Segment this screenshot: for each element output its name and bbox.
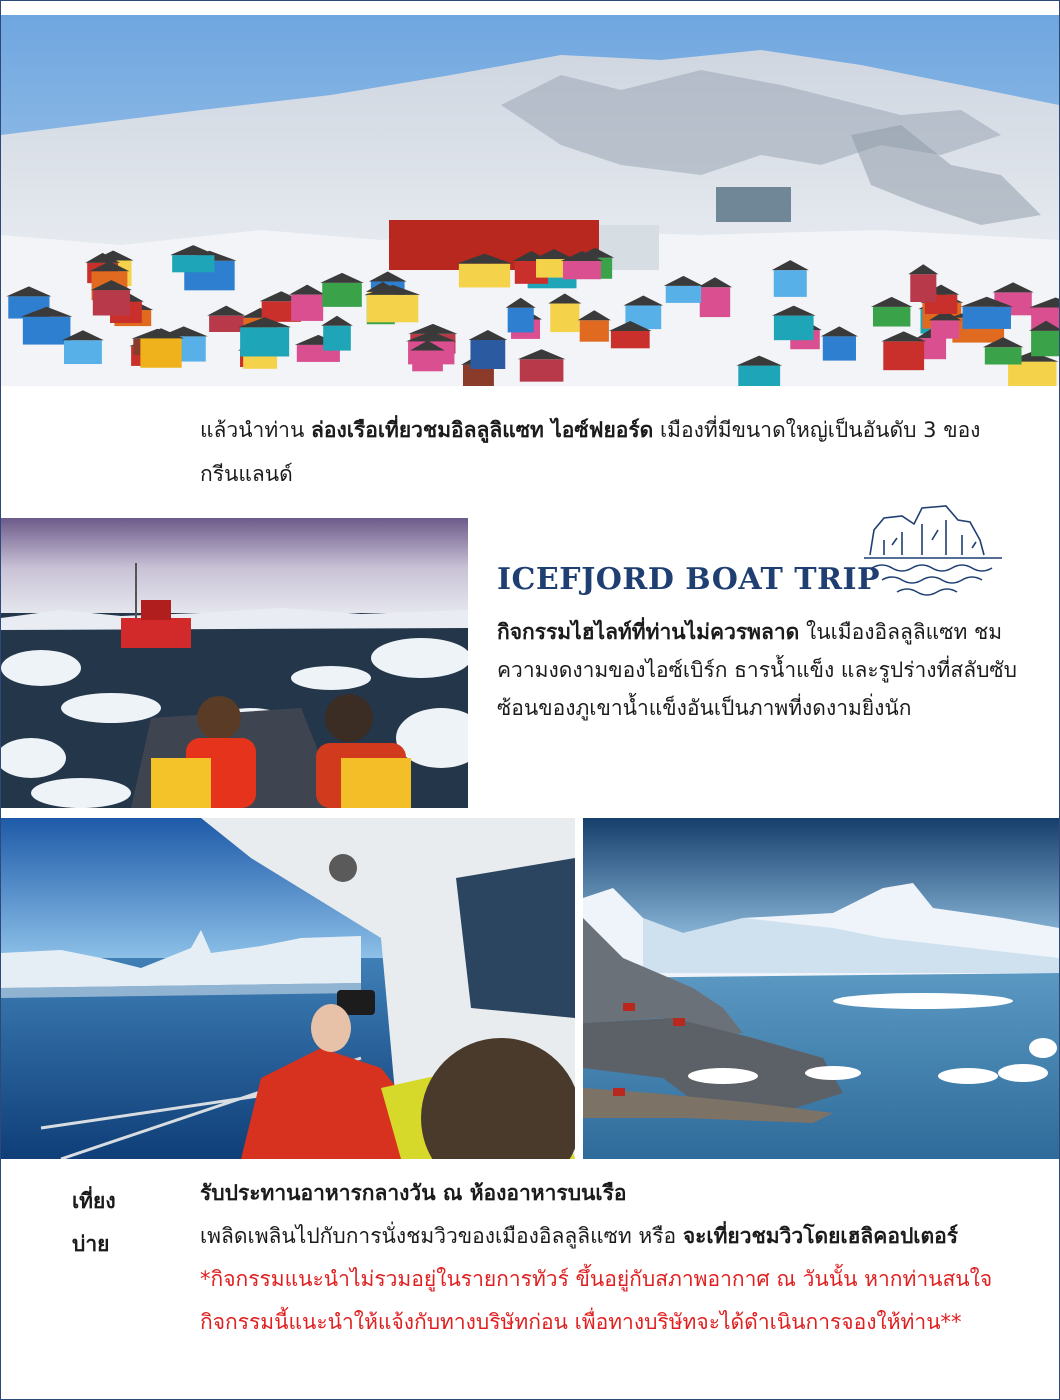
booking-note: *กิจกรรมแนะนำไม่รวมอยู่ในรายการทัวร์ ขึ้นอยู่กับสภาพอากาศ ณ วันนั้น หากท่านสนใจกิจกรรมนี้แนะนำให้แจ้งกับทางบริษัทก่อน เพื่อทางบริษัทจะได้ดำเนินการจองให้ท่าน** (200, 1267, 993, 1334)
icebergs-bay-photo (583, 818, 1059, 1159)
afternoon-text: เพลิดเพลินไปกับการนั่งชมวิวของเมืองอิลลูลิแซท หรือ (200, 1224, 683, 1248)
icefjord-title: ICEFJORD BOAT TRIP (497, 562, 881, 597)
noon-label: เที่ยง (72, 1189, 116, 1213)
boat-deck-photographer-photo (1, 818, 575, 1159)
intro-paragraph (200, 408, 1020, 496)
afternoon-label: บ่าย (72, 1232, 110, 1256)
ilulissat-town-photo (1, 15, 1059, 386)
lunch-title: รับประทานอาหารกลางวัน ณ ห้องอาหารบนเรือ (200, 1181, 627, 1205)
afternoon-paragraph (200, 1215, 1020, 1344)
lunch-section (200, 1172, 1020, 1344)
helicopter-highlight: จะเที่ยวชมวิวโดยเฮลิคอปเตอร์ (682, 1224, 958, 1248)
red-boat-icefjord-photo (1, 518, 468, 808)
intro-highlight: ล่องเรือเที่ยวชมอิลลูลิแซท ไอซ์ฟยอร์ด (311, 418, 654, 442)
glacier-icon (862, 500, 1004, 600)
intro-suffix: เมืองที่มีขนาดใหญ่เป็นอันดับ 3 ของกรีนแลนด์ (200, 418, 981, 486)
time-labels (72, 1180, 192, 1266)
intro-prefix: แล้วนำท่าน (200, 418, 312, 442)
icefjord-body: ในเมืองอิลลูลิแซท ชมความงดงามของไอซ์เบิร์ก ธารน้ำแข็ง และรูปร่างที่สลับซับซ้อนของภูเขาน้ำแข็งอันเป็นภาพที่งดงามยิ่งนัก (497, 620, 1017, 720)
icefjord-description (497, 613, 1027, 727)
icefjord-highlight: กิจกรรมไฮไลท์ที่ท่านไม่ควรพลาด (497, 620, 800, 644)
